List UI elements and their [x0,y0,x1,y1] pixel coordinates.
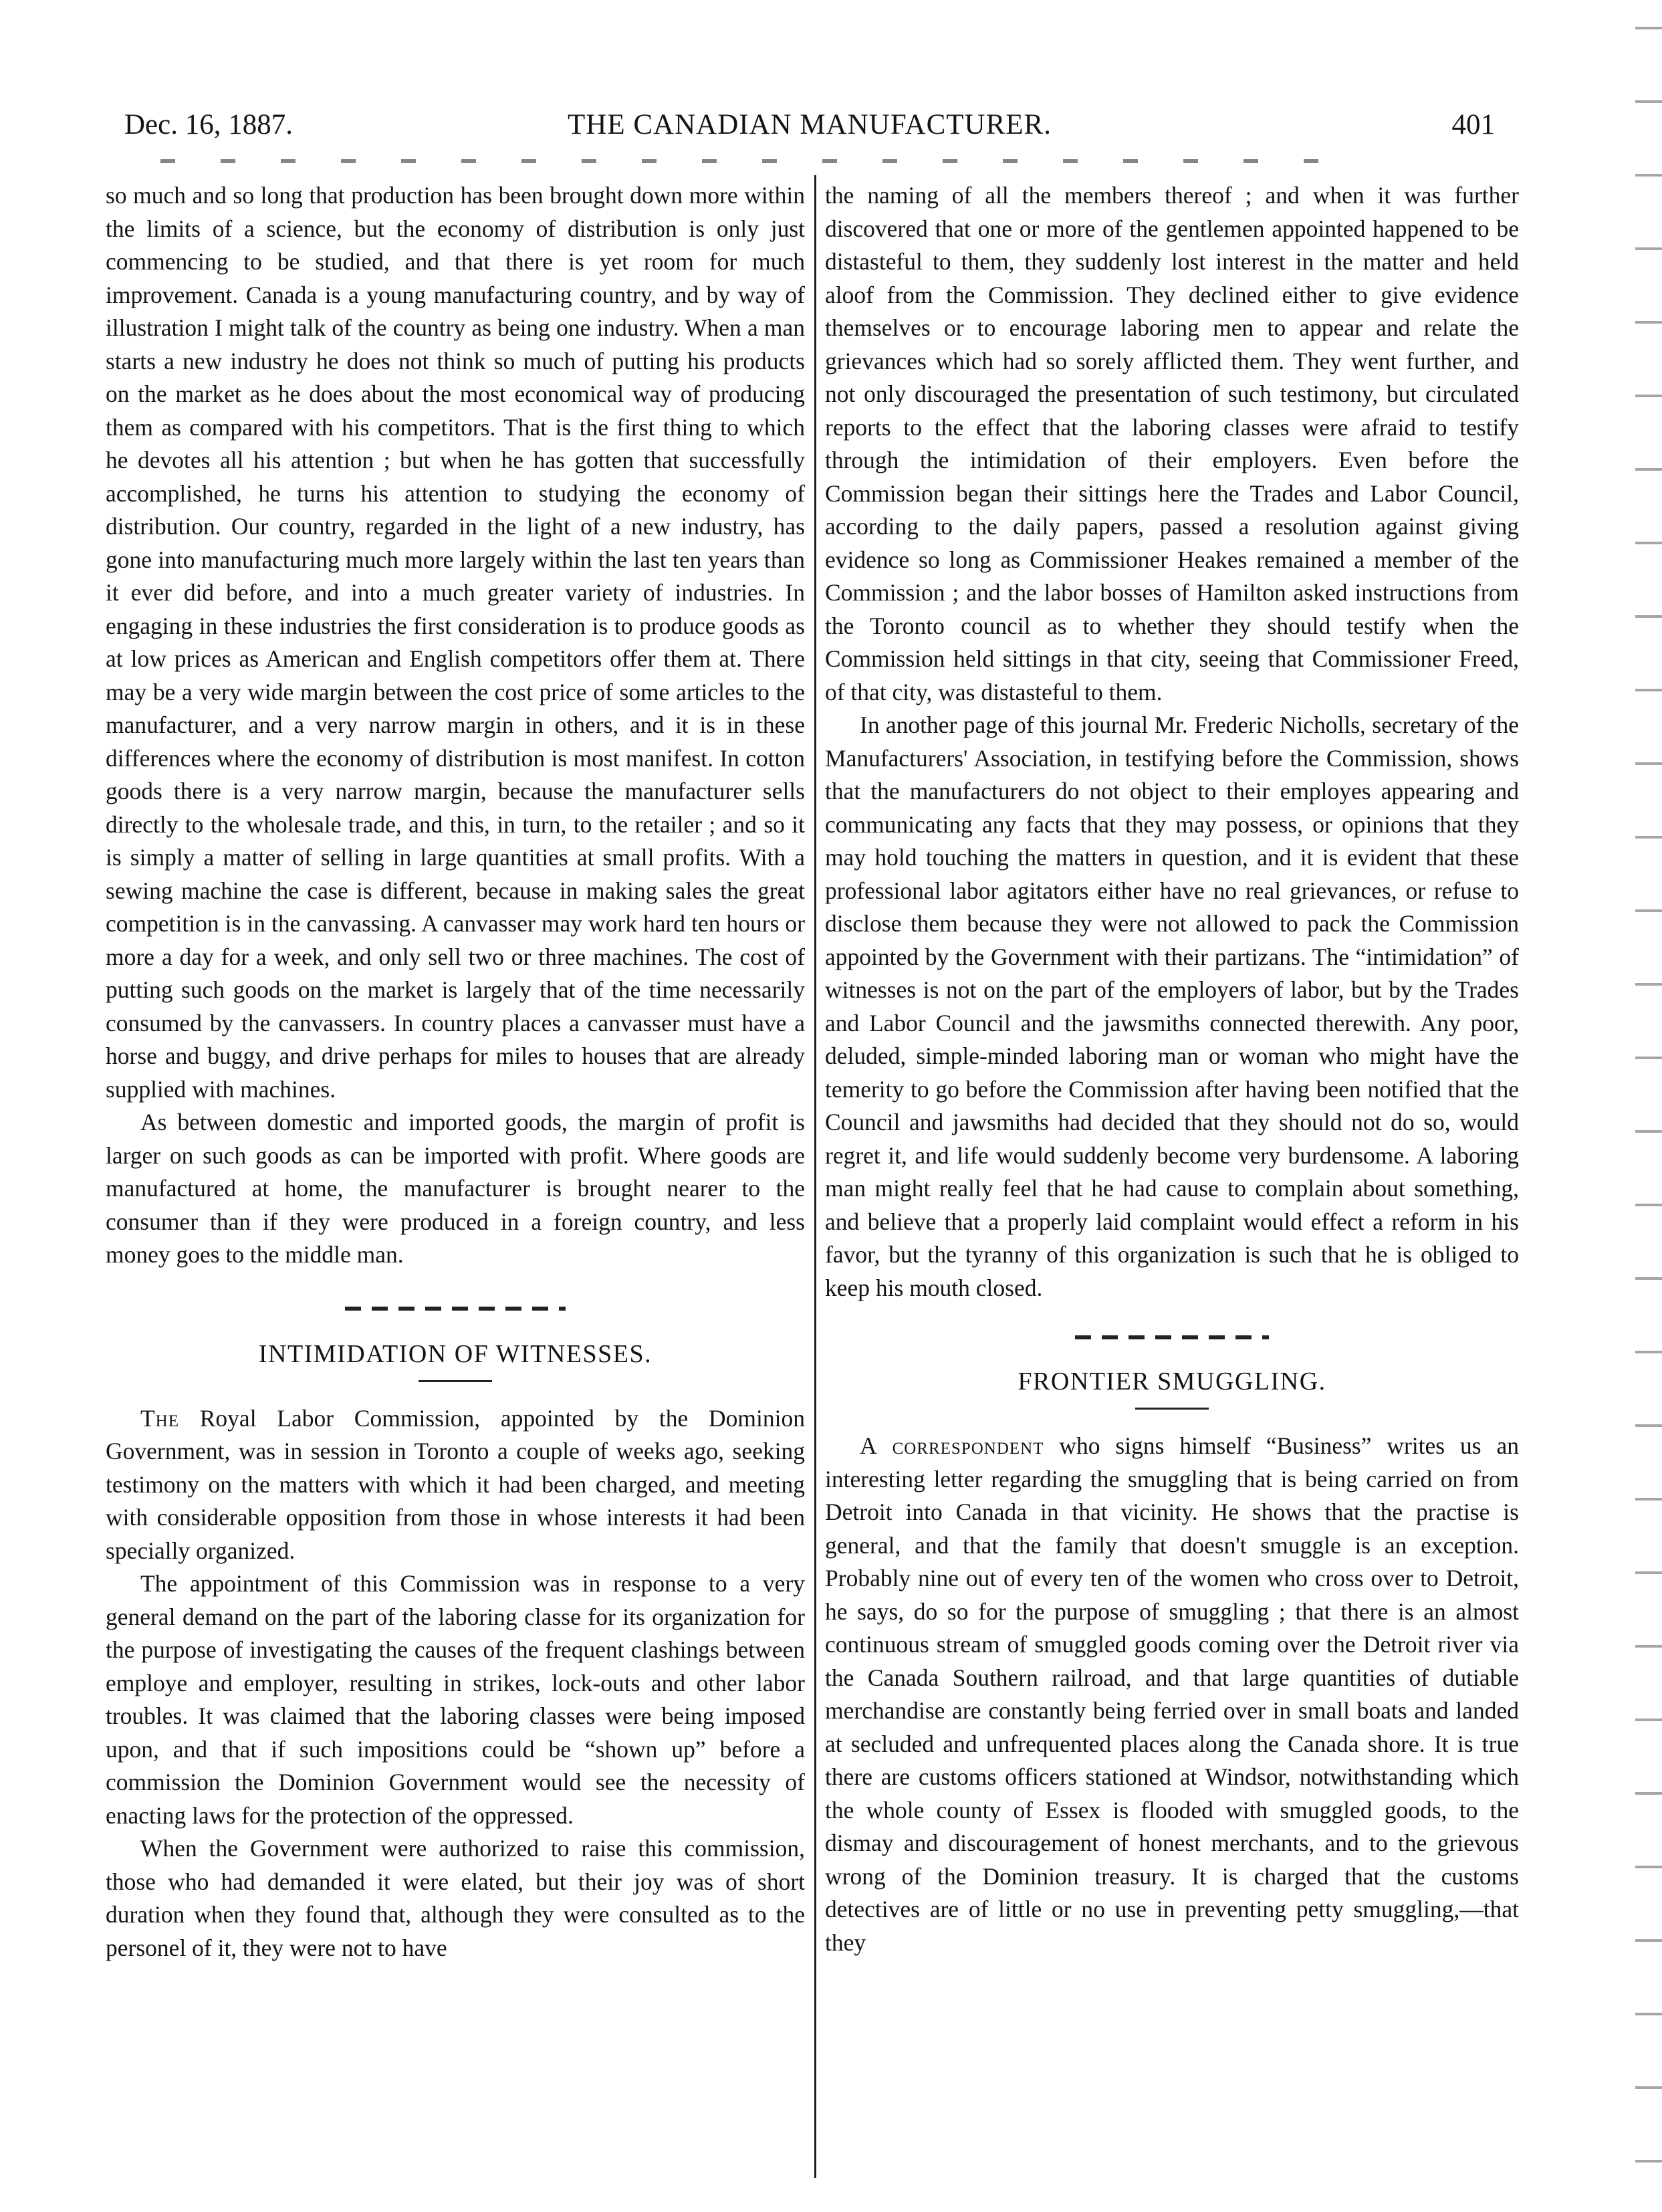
right-paragraph-3-text: who signs himself “Business” writes us an interesting letter regarding the smuggling that is being carried on from Detroit into Canada in that vicinity. He shows that the practise is general, and that the family that doesn't smuggle is an exception. Probably nine out of every ten of the women who cross over to Detroit, he says, do so for the purpose of smuggling ; that there is an almost continuous stream of smuggled goods coming over the Detroit river via the Canada Southern railroad, and that large quantities of dutiable merchandise are constantly being ferried over in small boats and landed at secluded and unfrequented places along the Canada shore. It is true there are customs officers stationed at Windsor, notwithstanding which the whole county of Essex is flooded with smuggled goods, to the dismay and discouragement of honest merchants, and to the grievous wrong of the Dominion treasury. It is charged that the customs detectives are of little or no use in preventing petty smuggling,—that they [825,1432,1519,1956]
lead-in: The [140,1404,180,1432]
left-column [106,179,805,1965]
heading-rule [1135,1408,1209,1410]
page-header [124,108,1495,148]
right-paragraph-2: In another page of this journal Mr. Frederic Nicholls, secretary of the Manufacturers' Association, in testifying before the Commission, shows that the manufacturers do not object to their employes appearing and communicating any facts that they may possess, or opinions that they may hold touching the matters in question, and it is evident that these professional labor agitators either have no real grievances, or refuse to disclose them because they were not allowed to pack the Commission appointed by the Government with their partizans. The “intimidation” of witnesses is not on the part of the employers of labor, but by the Trades and Labor Council and the jawsmiths connected therewith. Any poor, deluded, simple-minded laboring man or woman who might have the temerity to go before the Commission after having been notified that the Council and jawsmiths had decided that they should not do so, would regret it, and life would suddenly become very burdensome. A laboring man might really feel that he had cause to complain about something, and believe that a properly laid complaint would effect a reform in his favor, but the tyranny of this organization is such that he is obliged to keep his mouth closed. [825,711,1519,1301]
left-paragraph-5: When the Government were authorized to raise this commission, those who had demanded it were elated, but their joy was of short duration when they found that, although they were consulted as to the personel of it, they were not to have [106,1835,805,1961]
column-divider [814,175,816,2178]
article-heading-intimidation: INTIMIDATION OF WITNESSES. [258,1339,652,1368]
article-heading-smuggling: FRONTIER SMUGGLING. [1018,1367,1326,1396]
lead-in: A correspondent [860,1432,1044,1459]
section-separator [345,1307,566,1311]
section-separator [1075,1335,1269,1339]
heading-rule [419,1380,492,1382]
left-paragraph-3-text: Royal Labor Commission, appointed by the Dominion Government, was in session in Toronto a couple of weeks ago, seeking testimony on the matters with which it had been charged, and meeting with considerable opposition from those in whose interests it had been specially organized. [106,1404,805,1564]
left-paragraph-1: so much and so long that production has been brought down more within the limits of a science, but the economy of distribution is only just commencing to be studied, and that there is yet room for much improvement. Canada is a young manufacturing country, and by way of illustration I might talk of the country as being one industry. When a man starts a new industry he does not think so much of putting his products on the market as he does about the most economical way of producing them as compared with his competitors. That is the first thing to which he devotes all his attention ; but when he has gotten that successfully accomplished, he turns his attention to studying the economy of distribution. Our country, regarded in the light of a new industry, has gone into manufacturing much more largely within the last ten years than it ever did before, and into a much greater variety of industries. In engaging in these industries the first consideration is to produce goods as at low prices as American and English competitors offer them at. There may be a very wide margin between the cost price of some articles to the manufacturer, and a very narrow margin in others, and it is in these differences where the economy of distribution is most manifest. In cotton goods there is a very narrow margin, because the manufacturer sells directly to the wholesale trade, and this, in turn, to the retailer ; and so it is simply a matter of selling in large quantities at small profits. With a sewing machine the case is different, because in making sales the great competition is in the canvassing. A canvasser may work hard ten hours or more a day for a week, and only sell two or three machines. The cost of putting such goods on the market is largely that of the time necessarily consumed by the canvassers. In country places a canvasser must have a horse and buggy, and drive perhaps for miles to houses that are already supplied with machines. [106,182,805,1103]
page-number: 401 [1451,109,1495,140]
right-paragraph-1: the naming of all the members thereof ; and when it was further discovered that one or more of the gentlemen appointed happened to be distasteful to them, they suddenly lost interest in the matter and held aloof from the Commission. They declined either to give evidence themselves or to encourage laboring men to appear and relate the grievances which had so sorely afflicted them. They went further, and not only discouraged the presentation of such testimony, but circulated reports to the effect that the laboring classes were afraid to testify through the intimidation of their employers. Even before the Commission began their sittings here the Trades and Labor Council, according to the daily papers, passed a resolution against giving evidence so long as Commissioner Heakes remained a member of the Commission ; and the labor bosses of Hamilton asked instructions from the Toronto council as to whether they should testify when the Commission held sittings in that city, seeing that Commissioner Freed, of that city, was distasteful to them. [825,182,1519,705]
left-paragraph-2: As between domestic and imported goods, the margin of profit is larger on such goods as can be imported with profit. Where goods are manufactured at home, the manufacturer is brought nearer to the consumer than if they were produced in a foreign country, and less money goes to the middle man. [106,1109,805,1268]
right-paragraph-3 [825,1430,1519,1959]
left-paragraph-4: The appointment of this Commission was in response to a very general demand on the part of the laboring classe for its organization for the purpose of investigating the causes of the frequent clashings between employe and employer, resulting in strikes, lock-outs and other labor troubles. It was claimed that the laboring classes were being imposed upon, and that if such impositions could be “shown up” before a commission the Dominion Government would see the necessity of enacting laws for the protection of the oppressed. [106,1570,805,1829]
scan-edge [1635,0,1662,2212]
header-rule [160,159,1337,163]
issue-date: Dec. 16, 1887. [124,109,293,140]
left-paragraph-3 [106,1402,805,1568]
right-column [825,179,1519,1959]
publication-title: THE CANADIAN MANUFACTURER. [568,109,1052,140]
